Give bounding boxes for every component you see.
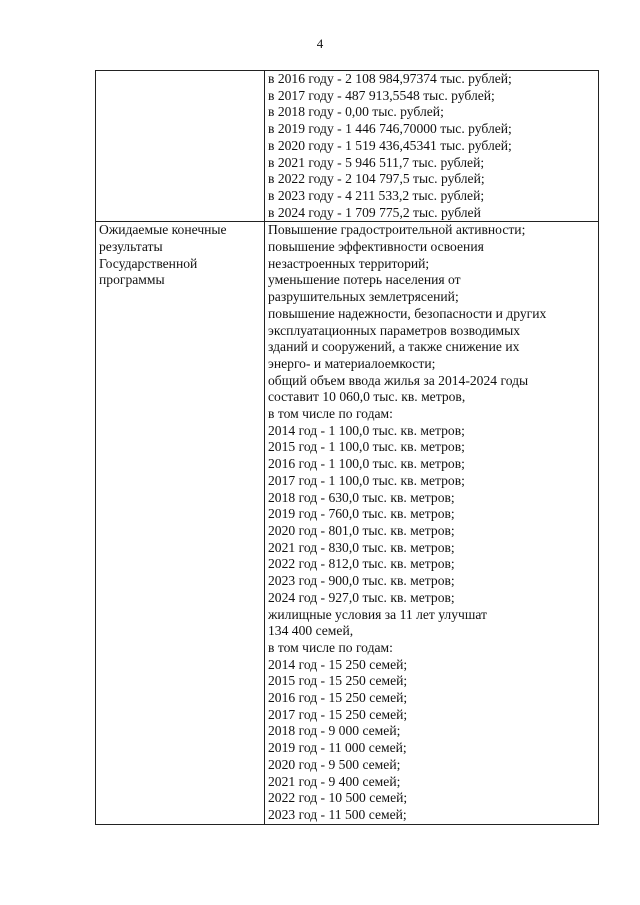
value-line: в 2021 году - 5 946 511,7 тыс. рублей; <box>268 154 485 170</box>
value-line: в 2023 году - 4 211 533,2 тыс. рублей; <box>268 187 485 203</box>
value-cell <box>265 222 599 824</box>
value-line: 2016 год - 15 250 семей; <box>268 690 408 706</box>
value-line: разрушительных землетрясений; <box>268 289 459 305</box>
value-line: 2020 год - 9 500 семей; <box>268 756 401 772</box>
value-line: энерго- и материалоемкости; <box>268 355 436 371</box>
label-line: программы <box>99 272 165 288</box>
value-line: 2023 год - 900,0 тыс. кв. метров; <box>268 573 455 589</box>
value-line: 2023 год - 11 500 семей; <box>268 806 407 822</box>
value-line: 2019 год - 760,0 тыс. кв. метров; <box>268 506 455 522</box>
value-line: уменьшение потерь населения от <box>268 272 461 288</box>
value-line: повышение эффективности освоения <box>268 239 484 255</box>
value-line: зданий и сооружений, а также снижение их <box>268 339 520 355</box>
value-line: в 2016 году - 2 108 984,97374 тыс. рублей; <box>268 71 512 86</box>
value-line: 2018 год - 630,0 тыс. кв. метров; <box>268 489 455 505</box>
value-line: в 2019 году - 1 446 746,70000 тыс. рублей; <box>268 121 512 137</box>
value-line: 2022 год - 812,0 тыс. кв. метров; <box>268 556 455 572</box>
value-line: 2015 год - 1 100,0 тыс. кв. метров; <box>268 439 465 455</box>
value-line: составит 10 060,0 тыс. кв. метров, <box>268 389 466 405</box>
label-line: Ожидаемые конечные <box>99 222 227 238</box>
value-line: 2017 год - 15 250 семей; <box>268 706 408 722</box>
value-line: общий объем ввода жилья за 2014-2024 годы <box>268 372 529 388</box>
value-line: 2014 год - 15 250 семей; <box>268 656 408 672</box>
value-line: 2018 год - 9 000 семей; <box>268 723 401 739</box>
value-line: повышение надежности, безопасности и других <box>268 305 547 321</box>
value-line: в 2017 году - 487 913,5548 тыс. рублей; <box>268 87 495 103</box>
table-row <box>96 222 599 824</box>
value-line: 2017 год - 1 100,0 тыс. кв. метров; <box>268 472 465 488</box>
value-line: жилищные условия за 11 лет улучшат <box>268 606 487 622</box>
value-line: эксплуатационных параметров возводимых <box>268 322 521 338</box>
value-line: в 2024 году - 1 709 775,2 тыс. рублей <box>268 204 481 220</box>
value-line: в 2022 году - 2 104 797,5 тыс. рублей; <box>268 171 485 187</box>
label-cell <box>96 71 265 222</box>
value-cell <box>265 71 599 222</box>
value-line: 2022 год - 10 500 семей; <box>268 790 408 806</box>
value-line: 2020 год - 801,0 тыс. кв. метров; <box>268 522 455 538</box>
value-line: в том числе по годам: <box>268 639 393 655</box>
value-line: в том числе по годам: <box>268 406 393 422</box>
value-line: 2021 год - 9 400 семей; <box>268 773 401 789</box>
value-line: 2019 год - 11 000 семей; <box>268 740 407 756</box>
value-line: в 2018 году - 0,00 тыс. рублей; <box>268 104 444 120</box>
value-line: Повышение градостроительной активности; <box>268 222 526 238</box>
label-line: Государственной <box>99 255 198 271</box>
value-line: незастроенных территорий; <box>268 255 430 271</box>
value-line: 134 400 семей, <box>268 623 354 639</box>
value-line: 2014 год - 1 100,0 тыс. кв. метров; <box>268 422 465 438</box>
table-row <box>96 71 599 222</box>
label-cell <box>96 222 265 824</box>
value-line: 2024 год - 927,0 тыс. кв. метров; <box>268 589 455 605</box>
value-line: 2015 год - 15 250 семей; <box>268 673 408 689</box>
label-line: результаты <box>99 239 163 255</box>
value-line: в 2020 году - 1 519 436,45341 тыс. рублей; <box>268 137 512 153</box>
page-number: 4 <box>316 36 324 51</box>
value-line: 2021 год - 830,0 тыс. кв. метров; <box>268 539 455 555</box>
value-line: 2016 год - 1 100,0 тыс. кв. метров; <box>268 456 465 472</box>
program-table <box>95 70 599 825</box>
